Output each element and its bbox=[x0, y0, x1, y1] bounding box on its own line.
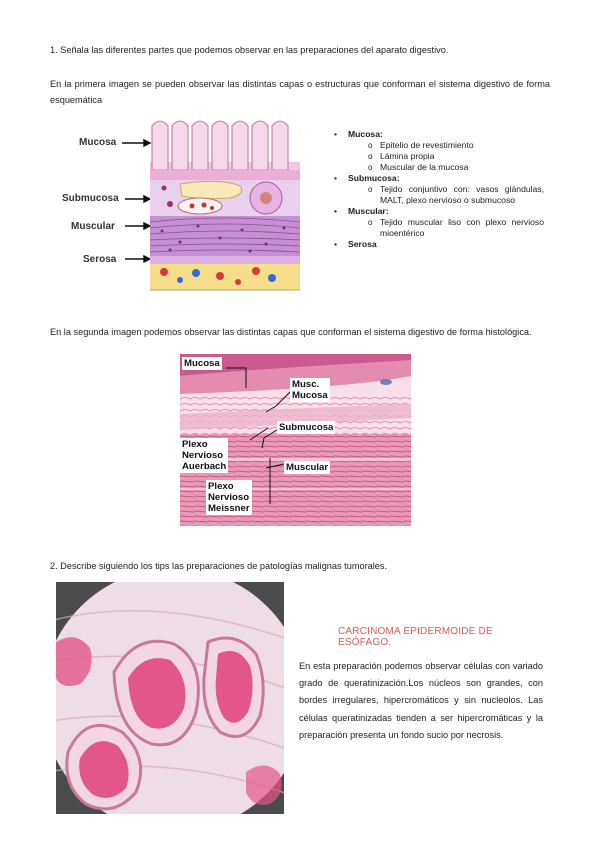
outline-item: o Tejido conjuntivo con: vasos glándulas, MALT, plexo nervioso o submucoso bbox=[368, 184, 544, 206]
histo-label-muscular: Muscular bbox=[286, 462, 329, 473]
histo-label-plexo-auerbach: Plexo Nervioso Auerbach bbox=[182, 439, 227, 472]
section-1-intro: En la primera imagen se pueden observar las distintas capas o estructuras que conforman el sistema digestivo de forma esquemática bbox=[50, 79, 550, 105]
label-serosa: Serosa bbox=[83, 254, 117, 265]
section-1-intro-2: En la segunda imagen podemos observar las distintas capas que conforman el sistema digestivo de forma histológica. bbox=[50, 327, 532, 337]
outline-serosa: • Serosa bbox=[332, 239, 544, 250]
outline-submucosa: • Submucosa: o Tejido conjuntivo con: vasos glándulas, MALT, plexo nervioso o submucoso bbox=[332, 173, 544, 206]
outline-item: o Muscular de la mucosa bbox=[368, 162, 544, 173]
histo-label-plexo-meissner: Plexo Nervioso Meissner bbox=[208, 481, 250, 514]
histo-label-mucosa: Mucosa bbox=[184, 358, 220, 369]
case-title: CARCINOMA EPIDERMOIDE DE ESÓFAGO. bbox=[338, 626, 493, 648]
digestive-layers-diagram bbox=[70, 110, 310, 300]
label-mucosa: Mucosa bbox=[79, 137, 117, 148]
outline-mucosa: • Mucosa: o Epitelio de revestimiento o Lámina propia o Muscular de la mucosa bbox=[332, 129, 544, 173]
outline-muscular: • Muscular: o Tejido muscular liso con plexo nervioso mioentérico bbox=[332, 206, 544, 239]
histology-image bbox=[180, 354, 411, 526]
label-submucosa: Submucosa bbox=[62, 193, 119, 204]
label-muscular: Muscular bbox=[71, 221, 115, 232]
case-description: En esta preparación podemos observar células con variado grado de queratinización.Los núcleos son grandes, con bordes irregulares, hipercromáticos y sin nucleolos. Las células queratinizadas tienden a ser hipercromáticas y la preparación presenta un fondo sucio por necrosis. bbox=[299, 661, 543, 740]
outline-item: o Lámina propia bbox=[368, 151, 544, 162]
layers-outline bbox=[332, 129, 544, 250]
outline-item: o Epitelio de revestimiento bbox=[368, 140, 544, 151]
microscope-image bbox=[56, 582, 284, 814]
histo-label-musc-mucosa: Musc. Mucosa bbox=[292, 379, 328, 401]
outline-item: o Tejido muscular liso con plexo nervioso mioentérico bbox=[368, 217, 544, 239]
section-2-heading: 2. Describe siguiendo los tips las preparaciones de patologías malignas tumorales. bbox=[50, 561, 388, 571]
section-1-heading: 1. Señala las diferentes partes que podemos observar en las preparaciones del aparato digestivo. bbox=[50, 45, 449, 55]
histo-label-submucosa: Submucosa bbox=[279, 422, 334, 433]
